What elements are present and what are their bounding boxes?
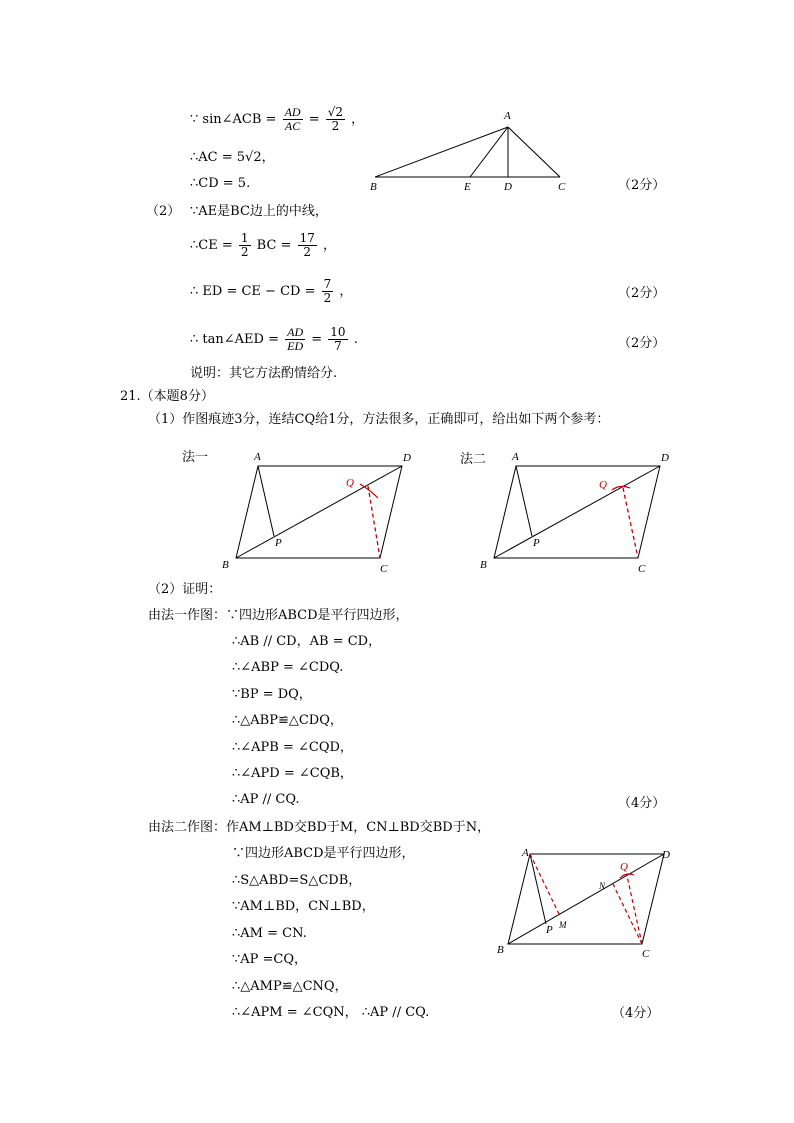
side-ba [375, 127, 508, 177]
method1-label: 法一 [182, 450, 209, 465]
label-n: N [599, 881, 606, 891]
label-d: D [662, 849, 670, 861]
label-c: C [380, 563, 388, 575]
parallelogram-perpendiculars [492, 840, 682, 970]
label-p: P [533, 537, 540, 549]
frac-den: 2 [331, 119, 340, 133]
frac-num: 1 [240, 231, 249, 245]
m2-line: ∵AP =CQ， [232, 952, 308, 967]
label-a: A [254, 451, 261, 463]
frac-den: 2 [303, 245, 312, 259]
frac-num: 7 [323, 277, 332, 291]
label-a: A [504, 110, 511, 122]
label-b: B [370, 181, 377, 193]
m1-line: ∴∠ABP = ∠CDQ. [232, 660, 344, 675]
triangle-figure [360, 105, 580, 195]
segment-ap [516, 466, 532, 536]
frac-num: √2 [327, 105, 344, 119]
m2-line: ∴AM = CN. [232, 926, 307, 941]
score-ed: （2分） [618, 286, 666, 301]
construction-arc [612, 486, 630, 490]
ac-line: ∴AC = 5√2， [190, 150, 275, 165]
m1-line: ∴AP // CQ. [232, 792, 300, 807]
segment-cq [623, 488, 638, 558]
q21-part1: （1）作图痕迹3分，连结CQ给1分，方法很多，正确即可，给出如下两个参考： [148, 412, 610, 427]
label-c: C [638, 563, 646, 575]
perpendicular-am [530, 854, 560, 916]
segment-cq [368, 486, 380, 558]
comma: ， [339, 284, 353, 299]
frac-den: 2 [323, 291, 332, 305]
score-part1: （2分） [618, 178, 666, 193]
parallelogram-method1 [220, 448, 420, 578]
label-q: Q [599, 479, 607, 491]
fraction-10-7 [328, 326, 347, 353]
m1-line: ∴AB // CD，AB = CD， [232, 634, 382, 649]
fraction-7-2 [322, 278, 334, 305]
label-p: P [546, 924, 553, 936]
label-c: C [558, 181, 566, 193]
comma: ， [323, 238, 337, 253]
side-ac [508, 127, 560, 177]
frac-den: 2 [240, 245, 249, 259]
q21-header: 21.（本题8分） [120, 389, 214, 404]
fraction-ad-ac [283, 106, 303, 133]
label-e: E [464, 181, 471, 193]
m2-line: ∴∠APM = ∠CQN， ∴AP // CQ. [232, 1005, 430, 1020]
label-d: D [504, 181, 512, 193]
frac-den: AC [284, 119, 301, 133]
ed-line [190, 278, 352, 305]
label-a: A [512, 451, 519, 463]
m1-line: ∴△ABP≌△CDQ， [232, 713, 343, 728]
method1-intro: 由法一作图：∵四边形ABCD是平行四边形， [148, 608, 409, 623]
median-line: ∵AE是BC边上的中线， [190, 204, 328, 219]
method2-label: 法二 [460, 452, 487, 467]
label-d: D [661, 452, 669, 464]
m1-line: ∴∠APB = ∠CQD， [232, 740, 353, 755]
cd-line: ∴CD = 5. [190, 176, 251, 191]
score-method2: （4分） [612, 1006, 660, 1021]
fraction-17-2 [298, 232, 317, 259]
fraction-half [239, 232, 251, 259]
frac-num: AD [287, 325, 304, 339]
label-b: B [222, 559, 229, 571]
label-c: C [642, 948, 650, 960]
label-p: P [275, 537, 282, 549]
diagonal-bd [508, 854, 664, 944]
fraction-ad-ed [285, 326, 305, 353]
label-b: B [480, 559, 487, 571]
m1-line: ∴∠APD = ∠CQB， [232, 766, 353, 781]
m2-line: ∴S△ABD=S△CDB， [232, 873, 362, 888]
frac-den: 7 [334, 339, 342, 353]
segment-ap [258, 466, 274, 536]
label-a: A [522, 847, 529, 859]
parallelogram-method2 [478, 448, 678, 578]
label-m: M [559, 920, 567, 930]
proof-head: （2）证明： [148, 582, 222, 597]
segment-ap [530, 854, 546, 924]
equals: = [308, 112, 320, 127]
perpendicular-cn [612, 882, 642, 944]
fraction-root2-2 [326, 106, 345, 133]
frac-den: ED [287, 339, 304, 353]
score-method1: （4分） [618, 796, 666, 811]
m2-line: ∵AM⊥BD，CN⊥BD， [232, 899, 375, 914]
ce-mid: BC = [256, 238, 292, 253]
sin-pre: ∵ sin∠ACB = [190, 112, 277, 127]
label-b: B [497, 944, 504, 956]
segment-cq [627, 876, 642, 944]
label-d: D [403, 452, 411, 464]
m2-line: ∵四边形ABCD是平行四边形， [232, 846, 415, 861]
m2-line: ∴△AMP≌△CNQ， [232, 979, 348, 994]
score-tan: （2分） [618, 336, 666, 351]
label-q: Q [346, 477, 354, 489]
part2-marker: （2） [146, 204, 181, 219]
label-q: Q [620, 861, 628, 873]
frac-num: 10 [330, 325, 346, 339]
note-line: 说明：其它方法酌情给分. [190, 366, 338, 381]
method2-intro: 由法二作图：作AM⊥BD交BD于M，CN⊥BD交BD于N， [148, 820, 491, 835]
ce-pre: ∴CE = [190, 238, 233, 253]
ed-pre: ∴ ED = CE − CD = [190, 284, 316, 299]
period: . [353, 332, 358, 347]
tan-line [190, 326, 358, 353]
sin-line [190, 106, 364, 133]
comma: ， [351, 112, 365, 127]
frac-num: AD [284, 105, 301, 119]
tan-pre: ∴ tan∠AED = [190, 332, 279, 347]
m1-line: ∵BP = DQ， [232, 687, 312, 702]
equals: = [311, 332, 323, 347]
frac-num: 17 [299, 231, 315, 245]
ce-line [190, 232, 336, 259]
